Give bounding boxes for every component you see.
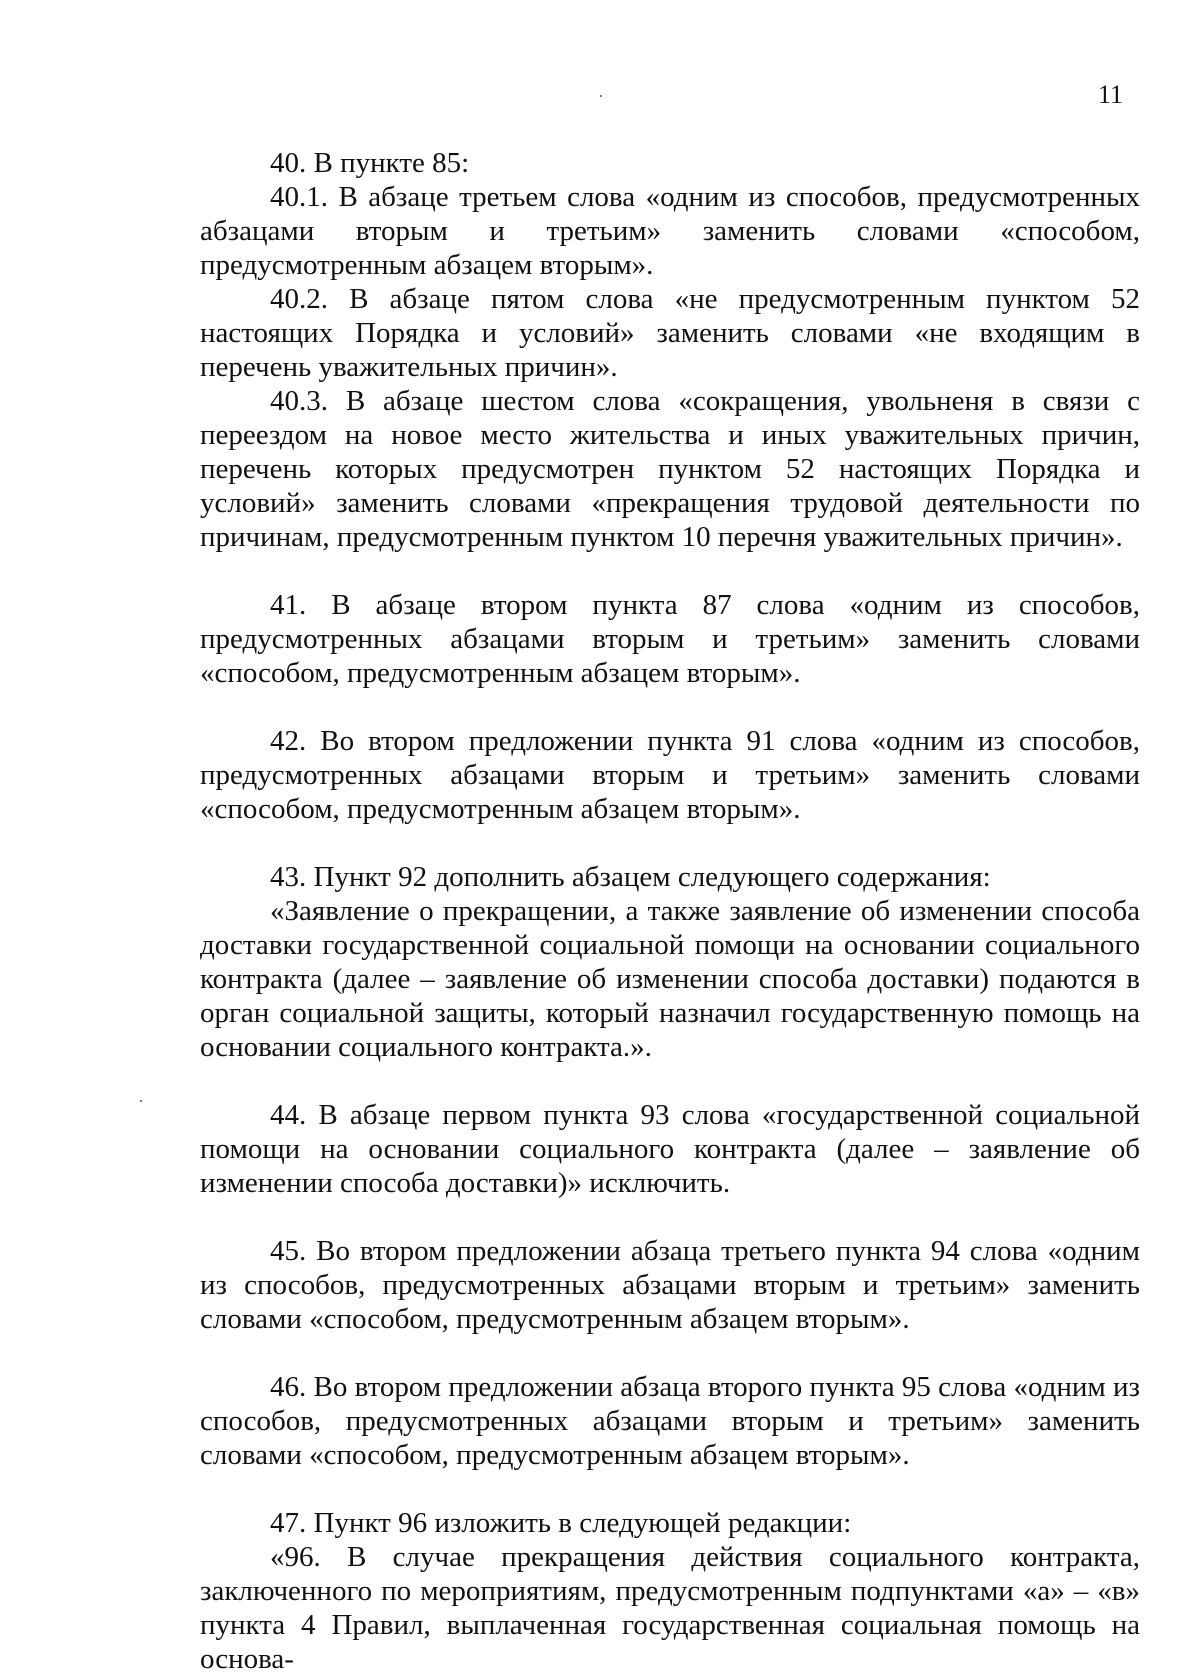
- scan-speck: [600, 95, 602, 97]
- section-43: [200, 860, 1140, 1064]
- paragraph: 40.1. В абзаце третьем слова «одним из способов, предусмотренных абзацами вторым и третьим» заменить словами «способом, предусмотренным абзацем вторым».: [200, 181, 1140, 281]
- paragraph: 47. Пункт 96 изложить в следующей редакции:: [270, 1507, 852, 1539]
- section-40: [200, 146, 1140, 554]
- section-42: [200, 724, 1140, 826]
- paragraph: 40. В пункте 85:: [270, 147, 470, 179]
- scan-speck: [140, 1100, 142, 1102]
- section-46: [200, 1370, 1140, 1472]
- page-number: 11: [1098, 80, 1124, 109]
- paragraph: «96. В случае прекращения действия социального контракта, заключенного по мероприятиям, предусмотренным подпунктами «а» – «в» пункта 4 Правил, выплаченная государственная социальная помощь на основа-: [200, 1541, 1140, 1675]
- paragraph: 44. В абзаце первом пункта 93 слова «государственной социальной помощи на основании социального контракта (далее – заявление об изменении способа доставки)» исключить.: [200, 1099, 1140, 1199]
- paragraph: 40.2. В абзаце пятом слова «не предусмотренным пунктом 52 настоящих Порядка и условий» заменить словами «не входящим в перечень уважительных причин».: [200, 283, 1140, 383]
- section-45: [200, 1234, 1140, 1336]
- paragraph: 40.3. В абзаце шестом слова «сокращения, увольненя в связи с переездом на новое место жительства и иных уважительных причин, перечень которых предусмотрен пунктом 52 настоящих Порядка и условий» заменить словами «прекращения трудовой деятельности по причинам, предусмотренным пунктом 10 перечня уважительных причин».: [200, 385, 1140, 553]
- paragraph: 45. Во втором предложении абзаца третьего пункта 94 слова «одним из способов, предусмотренных абзацами вторым и третьим» заменить словами «способом, предусмотренным абзацем вторым».: [200, 1235, 1140, 1335]
- paragraph: 46. Во втором предложении абзаца второго пункта 95 слова «одним из способов, предусмотренных абзацами вторым и третьим» заменить словами «способом, предусмотренным абзацем вторым».: [200, 1371, 1140, 1471]
- section-47: [200, 1506, 1140, 1676]
- paragraph: 41. В абзаце втором пункта 87 слова «одним из способов, предусмотренных абзацами вторым и третьим» заменить словами «способом, предусмотренным абзацем вторым».: [200, 589, 1140, 689]
- paragraph: «Заявление о прекращении, а также заявление об изменении способа доставки государственной социальной помощи на основании социального контракта (далее – заявление об изменении способа доставки) подаются в орган социальной защиты, который назначил государственную помощь на основании социального контракта.».: [200, 895, 1140, 1063]
- paragraph: 43. Пункт 92 дополнить абзацем следующего содержания:: [270, 861, 991, 893]
- section-41: [200, 588, 1140, 690]
- paragraph: 42. Во втором предложении пункта 91 слова «одним из способов, предусмотренных абзацами вторым и третьим» заменить словами «способом, предусмотренным абзацем вторым».: [200, 725, 1140, 825]
- section-44: [200, 1098, 1140, 1200]
- document-body: [200, 146, 1140, 1676]
